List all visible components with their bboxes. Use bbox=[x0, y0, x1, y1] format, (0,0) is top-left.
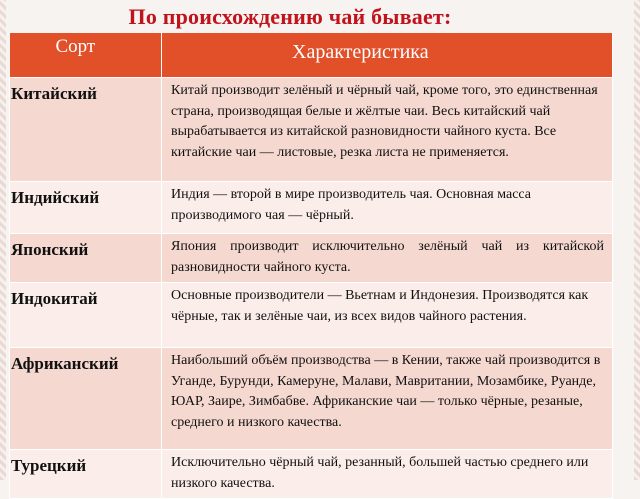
variety-description: Основные производители — Вьетнам и Индонезия. Производятся как чёрные, так и зелёные чаи, из всех видов чайного растения. bbox=[162, 283, 613, 348]
header-characteristic: Характеристика bbox=[162, 33, 613, 78]
table-row-turkish bbox=[10, 450, 613, 499]
table-row-indian bbox=[10, 182, 613, 234]
variety-name: Японский bbox=[10, 234, 162, 283]
variety-description: Наибольший объём производства — в Кении, также чай производится в Уганде, Бурунди, Камеруне, Малави, Мавритании, Мозамбике, Руанде, ЮАР, Заире, Зимбабве. Африканские чаи — только чёрные, резаные, среднего и низкого качества. bbox=[162, 348, 613, 450]
table-row-african bbox=[10, 348, 613, 450]
table-header-row bbox=[10, 33, 613, 78]
variety-name: Индийский bbox=[10, 182, 162, 234]
tea-origin-table bbox=[9, 33, 613, 499]
variety-name: Китайский bbox=[10, 78, 162, 182]
table-row-indochina bbox=[10, 283, 613, 348]
table-row-japanese bbox=[10, 234, 613, 283]
variety-description: Исключительно чёрный чай, резанный, большей частью среднего или низкого качества. bbox=[162, 450, 613, 499]
left-border-decoration bbox=[0, 0, 6, 480]
table-row-chinese bbox=[10, 78, 613, 182]
header-variety: Сорт bbox=[10, 33, 162, 78]
right-border-decoration bbox=[634, 0, 640, 480]
variety-name: Африканский bbox=[10, 348, 162, 450]
variety-description: Япония производит исключительно зелёный чай из китайской разновидности чайного куста. bbox=[162, 234, 613, 283]
variety-name: Турецкий bbox=[10, 450, 162, 499]
variety-description: Индия — второй в мире производитель чая. Основная масса производимого чая — чёрный. bbox=[162, 182, 613, 234]
page-title: По происхождению чай бывает: bbox=[128, 4, 452, 29]
variety-description: Китай производит зелёный и чёрный чай, кроме того, это единственная страна, производящая белые и жёлтые чаи. Весь китайский чай вырабатывается из китайской разновидности чайного куста. Все китайские чаи — листовые, резка листа не применяется. bbox=[162, 78, 613, 182]
variety-name: Индокитай bbox=[10, 283, 162, 348]
